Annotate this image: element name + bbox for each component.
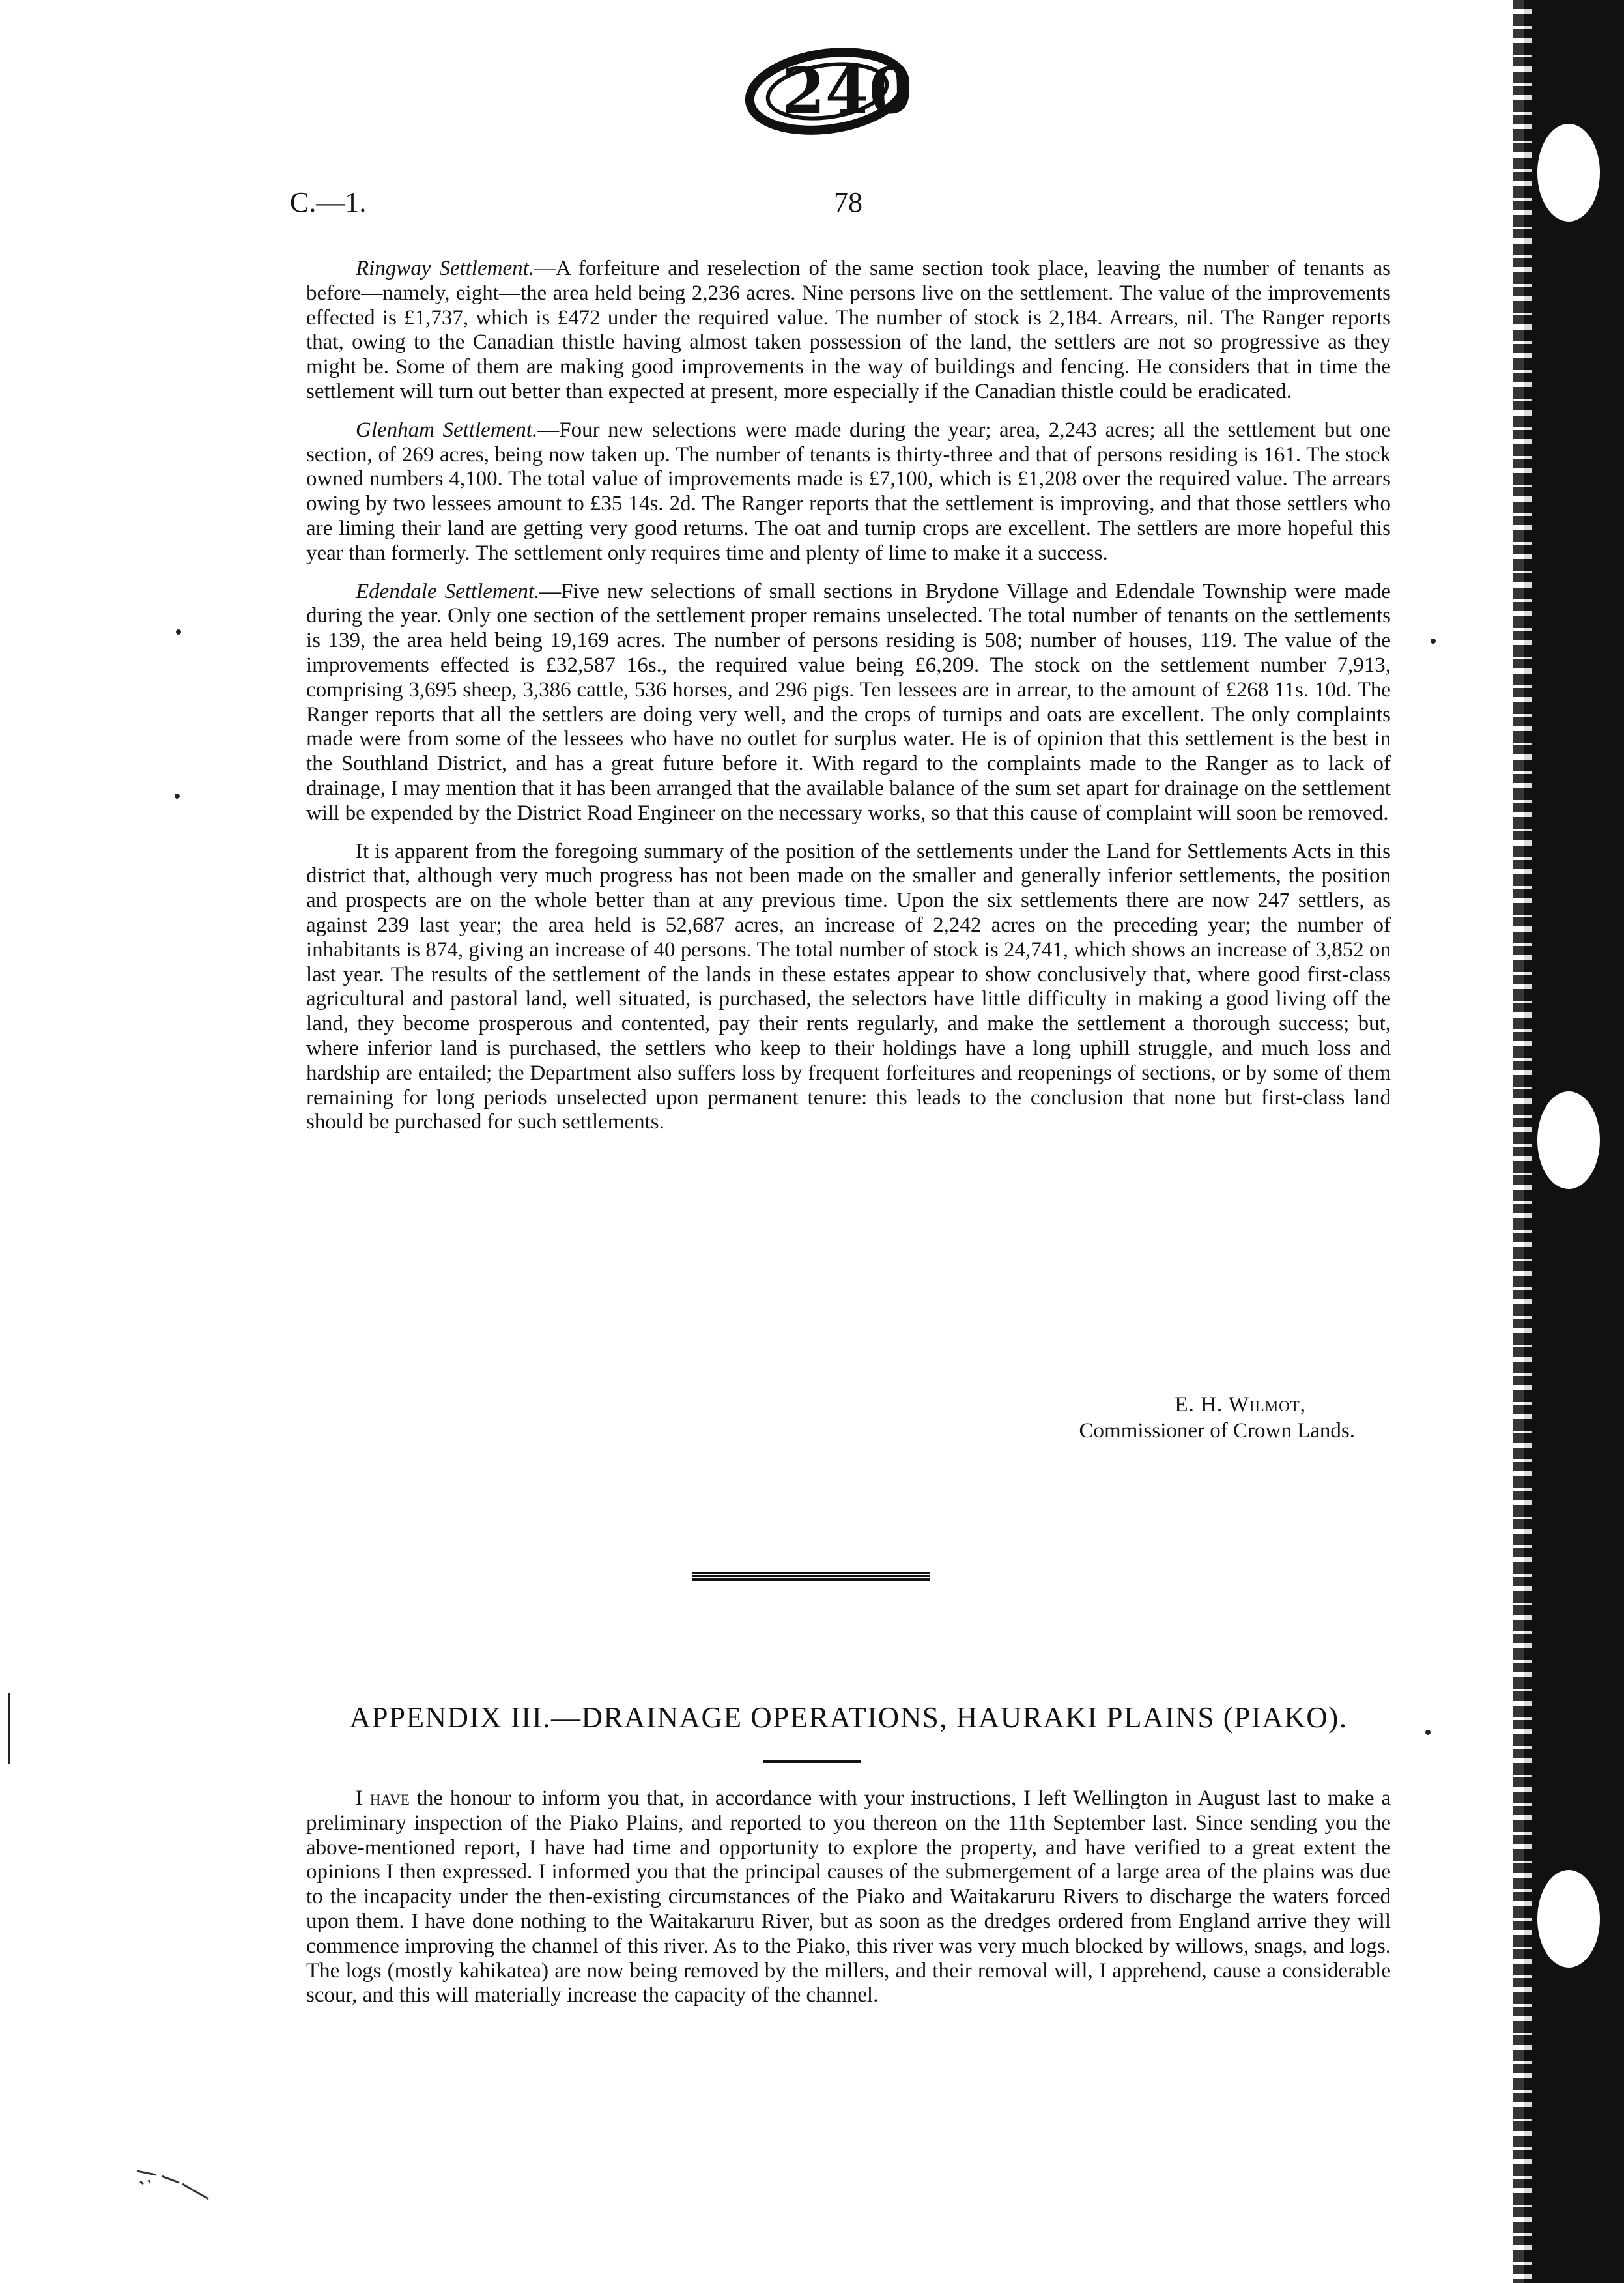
paragraph-edendale bbox=[306, 580, 1391, 826]
signature-block bbox=[306, 1392, 1355, 1444]
scan-speck bbox=[1425, 1730, 1431, 1735]
paragraph-text: —A forfeiture and reselection of the same section took place, leaving the number of tenants as before—namely, eight—the area held being 2,236 acres. Nine persons live on the settlement. The value of the improvements effected is £1,737, which is £472 under the required value. The number of stock is 2,184. Arrears, nil. The Ranger reports that, owing to the Canadian thistle having almost taken possession of the land, the settlers are not so progressive as they might be. Some of them are making good improvements in the way of buildings and fencing. He considers that in time the settlement will turn out better than expected at present, more especially if the Canadian thistle could be eradicated. bbox=[306, 257, 1391, 403]
section-divider-middle bbox=[692, 1575, 930, 1577]
punch-hole bbox=[1537, 1091, 1600, 1189]
handwritten-page-stamp bbox=[736, 36, 912, 140]
scan-speck bbox=[175, 794, 180, 799]
paragraph-text: —Four new selections were made during the year; area, 2,243 acres; all the settlement but one section, of 269 acres, being now taken up. The number of tenants is thirty-three and that of persons residing is 161. The stock owned numbers 4,100. The total value of improvements made is £7,100, which is £1,208 over the required value. The arrears owing by two lessees amount to £35 14s. 2d. The Ranger reports that the settlement is improving, and that those settlers who are liming their land are getting very good returns. The oat and turnip crops are excellent. The settlers are more hopeful this year than formerly. The settlement only requires time and plenty of lime to make it a success. bbox=[306, 418, 1391, 565]
paragraph-glenham bbox=[306, 418, 1391, 566]
stamp-number: 240 bbox=[782, 54, 912, 128]
signatory-title: Commissioner of Crown Lands. bbox=[1079, 1419, 1355, 1443]
paragraph-text: —Five new selections of small sections in Brydone Village and Edendale Township were made during the year. Only one section of the settlement proper remains unselected. The total number of tenants on the settlements is 139, the area held being 19,169 acres. The number of persons residing is 508; number of houses, 119. The value of the improvements effected is £32,587 16s., the required value being £6,209. The stock on the settlement number 7,913, comprising 3,695 sheep, 3,386 cattle, 536 horses, and 296 pigs. Ten lessees are in arrear, to the amount of £268 11s. 10d. The Ranger reports that all the settlers are doing very well, and the crops of turnips and oats are excellent. The only complaints made were from some of the lessees who have no outlet for surplus water. He is of opinion that this settlement is the best in the Southland District, and has a great future before it. With regard to the complaints made to the Ranger as to lack of drainage, I may mention that it has been arranged that the available balance of the sum set apart for drainage on the settlement will be expended by the District Road Engineer on the necessary works, so that this cause of complaint will soon be removed. bbox=[306, 579, 1391, 825]
appendix-title: APPENDIX III.—DRAINAGE OPERATIONS, HAURAKI PLAINS (PIAKO). bbox=[349, 1701, 1348, 1734]
signatory-name: E. H. Wilmot, bbox=[1175, 1393, 1306, 1416]
punch-hole bbox=[1537, 1870, 1600, 1968]
appendix-text: the honour to inform you that, in accordance with your instructions, I left Wellington in August last to make a preliminary inspection of the Piako Plains, and reported to you thereon on the 11th September last. Since sending you the above-mentioned report, I have had time and opportunity to explore the property, and have verified to a great extent the opinions I then expressed. I informed you that the principal causes of the submergement of a large area of the plains was due to the incapacity under the then-existing circumstances of the Piako and Waitakaruru Rivers to discharge the waters forced upon them. I have done nothing to the Waitakaruru River, but as soon as the dredges ordered from England arrive they will commence improving the channel of this river. As to the Piako, this river was very much blocked by willows, snags, and logs. The logs (mostly kahikatea) are now being removed by the millers, and their removal will, I apprehend, cause a considerable scour, and this will materially increase the capacity of the channel. bbox=[306, 1787, 1391, 2007]
document-code: C.—1. bbox=[290, 186, 367, 218]
paragraph-heading: Glenham Settlement. bbox=[356, 418, 538, 442]
paragraph-summary bbox=[306, 840, 1391, 1136]
paragraph-ringway bbox=[306, 257, 1391, 405]
scan-speck bbox=[176, 629, 181, 635]
report-body bbox=[306, 257, 1391, 1149]
paragraph-text: It is apparent from the foregoing summary of the position of the settlements under the Land for Settlements Acts in this district that, although very much progress has not been made on the smaller and generally inferior settlements, the position and prospects are on the whole better than at any previous time. Upon the six settlements there are now 247 settlers, as against 239 last year; the area held is 52,687 acres, an increase of 2,242 acres on the preceding year; the number of inhabitants is 874, giving an increase of 40 persons. The total number of stock is 24,741, which shows an increase of 3,852 on last year. The results of the settlement of the lands in these estates appear to show conclusively that, where good first-class agricultural and pastoral land, well situated, is purchased, the selectors have little difficulty in making a good living off the land, they become prosperous and contented, pay their rents regularly, and make the settlement a thorough success; but, where inferior land is purchased, the settlers who keep to their holdings have a long uphill struggle, and much loss and hardship are entailed; the Department also suffers loss by frequent forfeitures and reopenings of sections, or by some of them remaining for long periods unselected upon permanent tenure: this leads to the conclusion that none but first-class land should be purchased for such settlements. bbox=[306, 839, 1391, 1134]
page-number: 78 bbox=[834, 186, 862, 218]
margin-mark bbox=[8, 1693, 10, 1764]
paragraph-heading: Ringway Settlement. bbox=[356, 257, 535, 280]
appendix-paragraph bbox=[306, 1787, 1391, 2008]
opening-word: I have bbox=[356, 1787, 410, 1810]
paragraph-heading: Edendale Settlement. bbox=[356, 579, 540, 603]
punch-hole bbox=[1537, 124, 1600, 222]
scan-speck bbox=[1431, 639, 1436, 644]
pencil-scribble bbox=[130, 2163, 215, 2202]
appendix-body bbox=[306, 1787, 1391, 2008]
title-underline bbox=[763, 1760, 861, 1763]
